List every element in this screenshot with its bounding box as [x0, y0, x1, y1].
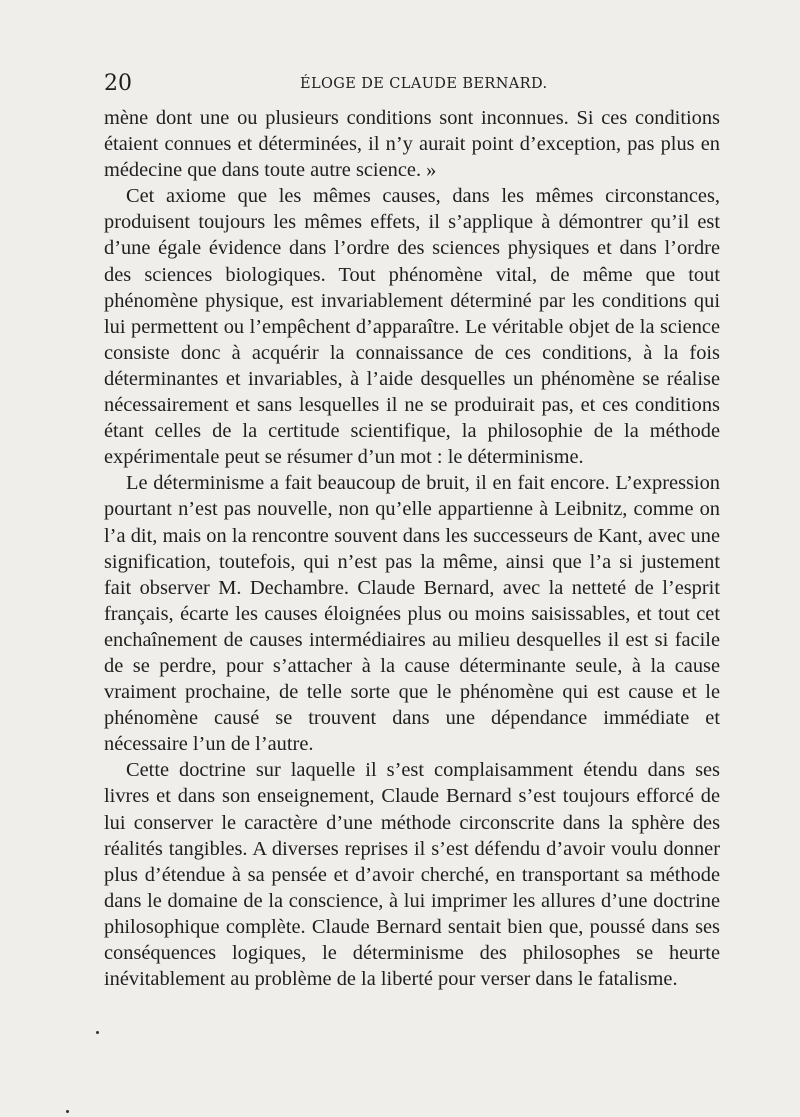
paragraph: Cette doctrine sur laquelle il s’est complaisamment étendu dans ses livres et dans son enseignement, Claude Bernard s’est toujours efforcé de lui conserver le caractère d’une méthode circonscrite dans la sphère des réalités tangibles. A diverses reprises il s’est défendu d’avoir voulu donner plus d’étendue à sa pensée et d’avoir cherché, en transportant sa méthode dans le domaine de la conscience, à lui imprimer les allures d’une doctrine philosophique complète. Claude Bernard sentait bien que, poussé dans ses conséquences logiques, le déterminisme des philosophes se heurte inévitablement au problème de la liberté pour verser dans le fatalisme.	[104, 759, 720, 991]
margin-speck	[66, 1110, 69, 1113]
margin-speck	[96, 1031, 99, 1034]
page-number: 20	[104, 71, 132, 96]
paragraph: Le déterminisme a fait beaucoup de bruit, il en fait encore. L’expression pourtant n’est pas nouvelle, non qu’elle appartienne à Leibnitz, comme on l’a dit, mais on la rencontre souvent dans les successeurs de Kant, avec une signification, toutefois, qui n’est pas la même, ainsi que l’a si justement fait observer M. Dechambre. Claude Bernard, avec la netteté de l’esprit français, écarte les causes éloignées plus ou moins saisissables, et tout cet enchaînement de causes intermédiaires au milieu desquelles il est si facile de se perdre, pour s’attacher à la cause déterminante seule, à la cause vraiment prochaine, de telle sorte que le phénomène qui est cause et le phénomène causé se trouvent dans une dépendance immédiate et nécessaire l’un de l’autre.	[104, 472, 720, 756]
paragraph: Cet axiome que les mêmes causes, dans les mêmes circonstances, produisent toujours les mêmes effets, il s’applique à démontrer qu’il est d’une égale évidence dans l’ordre des sciences physiques et dans l’ordre des sciences biologiques. Tout phénomène vital, de même que tout phénomène physique, est invariablement déterminé par les conditions qui lui permettent ou l’empêchent d’apparaître. Le véritable objet de la science consiste donc à acquérir la connaissance de ces conditions, à la fois déterminantes et invariables, à l’aide desquelles un phénomène se réalise nécessairement et sans lesquelles il ne se produirait pas, et ces conditions étant celles de la certitude scientifique, la philosophie de la méthode expérimentale peut se résumer d’un mot : le déterminisme.	[104, 185, 720, 469]
paragraph: mène dont une ou plusieurs conditions sont inconnues. Si ces conditions étaient connues et déterminées, il n’y aurait point d’exception, pas plus en médecine que dans toute autre science. »	[104, 107, 720, 182]
running-title: ÉLOGE DE CLAUDE BERNARD.	[300, 76, 548, 92]
page-header	[104, 70, 724, 100]
body-text	[104, 105, 720, 992]
